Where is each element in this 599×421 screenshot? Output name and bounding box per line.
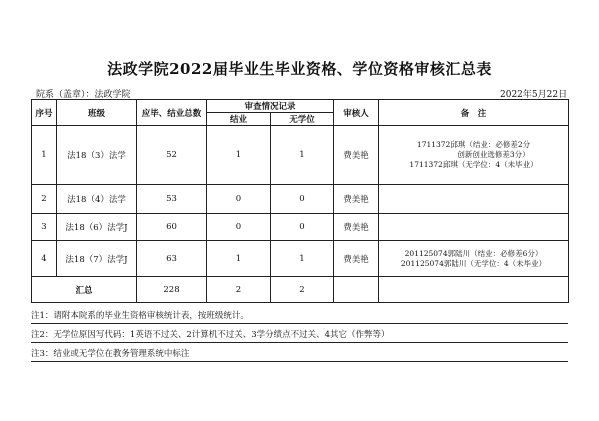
- summary-no-degree: 2: [271, 277, 334, 303]
- note-line: 创新创业选修差3分）: [457, 150, 530, 159]
- cell-class: 法18（7）法学J: [57, 241, 137, 277]
- cell-graduate: 1: [207, 126, 271, 185]
- cell-reviewer: 费美艳: [334, 214, 379, 241]
- cell-no-degree: 1: [271, 241, 334, 277]
- table-row: [32, 185, 569, 214]
- cell-seq: 3: [32, 214, 57, 241]
- footnote-divider: [31, 323, 568, 324]
- table-row: [32, 214, 569, 241]
- page-title: 法政学院2022届毕业生毕业资格、学位资格审核汇总表: [107, 60, 492, 78]
- cell-graduate: 1: [207, 241, 271, 277]
- note-line: 201125074郭陆川（无学位：4（未毕业）: [400, 258, 547, 268]
- summary-total: 228: [137, 277, 207, 303]
- cell-total: 63: [137, 241, 207, 277]
- table-row: [32, 241, 569, 277]
- header-total: 应毕、结业总数: [137, 100, 207, 126]
- header-no-degree: 无学位: [271, 113, 334, 126]
- table-row: [32, 126, 569, 185]
- header-notes: 备 注: [379, 100, 569, 126]
- footnote-2: 注2：无学位原因写代码：1英语不过关、2计算机不过关、3学分绩点不过关、4其它（作弊等）: [31, 330, 390, 340]
- summary-row: [32, 277, 569, 303]
- report-date: 2022年5月22日: [500, 90, 568, 100]
- cell-notes: [379, 214, 569, 241]
- cell-notes: [379, 241, 569, 277]
- cell-reviewer: 费美艳: [334, 241, 379, 277]
- footnote-divider: [31, 361, 568, 362]
- cell-total: 60: [137, 214, 207, 241]
- summary-graduate: 2: [207, 277, 271, 303]
- cell-class: 法18（3）法学: [57, 126, 137, 185]
- cell-seq: 4: [32, 241, 57, 277]
- note-line: 1711372邱琪（结业：必修差2分: [416, 140, 531, 149]
- footnote-divider: [31, 342, 568, 343]
- cell-graduate: 0: [207, 185, 271, 214]
- cell-no-degree: 0: [271, 185, 334, 214]
- cell-seq: 2: [32, 185, 57, 214]
- footnote-3: 注3：结业或无学位在教务管理系统中标注: [31, 349, 190, 359]
- table-header-row: [32, 100, 569, 113]
- cell-notes: [379, 126, 569, 185]
- cell-total: 52: [137, 126, 207, 185]
- review-summary-table: [31, 99, 569, 303]
- cell-notes: [379, 185, 569, 214]
- note-line: 1711372邱琪（无学位：4（未毕业）: [409, 160, 538, 169]
- cell-class: 法18（4）法学: [57, 185, 137, 214]
- header-graduate: 结业: [207, 113, 271, 126]
- note-line: 201125074郭陆川（结业：必修差6分）: [404, 248, 543, 258]
- cell-reviewer: 费美艳: [334, 185, 379, 214]
- cell-no-degree: 1: [271, 126, 334, 185]
- cell-no-degree: 0: [271, 214, 334, 241]
- summary-label: 汇总: [32, 277, 137, 303]
- header-class: 班级: [57, 100, 137, 126]
- cell-seq: 1: [32, 126, 57, 185]
- summary-notes: [379, 277, 569, 303]
- cell-total: 53: [137, 185, 207, 214]
- header-seq: 序号: [32, 100, 57, 126]
- header-reviewer: 审核人: [334, 100, 379, 126]
- footnote-1: 注1：请附本院系的毕业生资格审核统计表，按班级统计。: [31, 311, 249, 321]
- department-stamp-label: 院系（盖章）：法政学院: [36, 90, 131, 100]
- cell-graduate: 0: [207, 214, 271, 241]
- summary-reviewer: [334, 277, 379, 303]
- cell-reviewer: 费美艳: [334, 126, 379, 185]
- cell-class: 法18（6）法学J: [57, 214, 137, 241]
- header-review: 审查情况记录: [207, 100, 334, 113]
